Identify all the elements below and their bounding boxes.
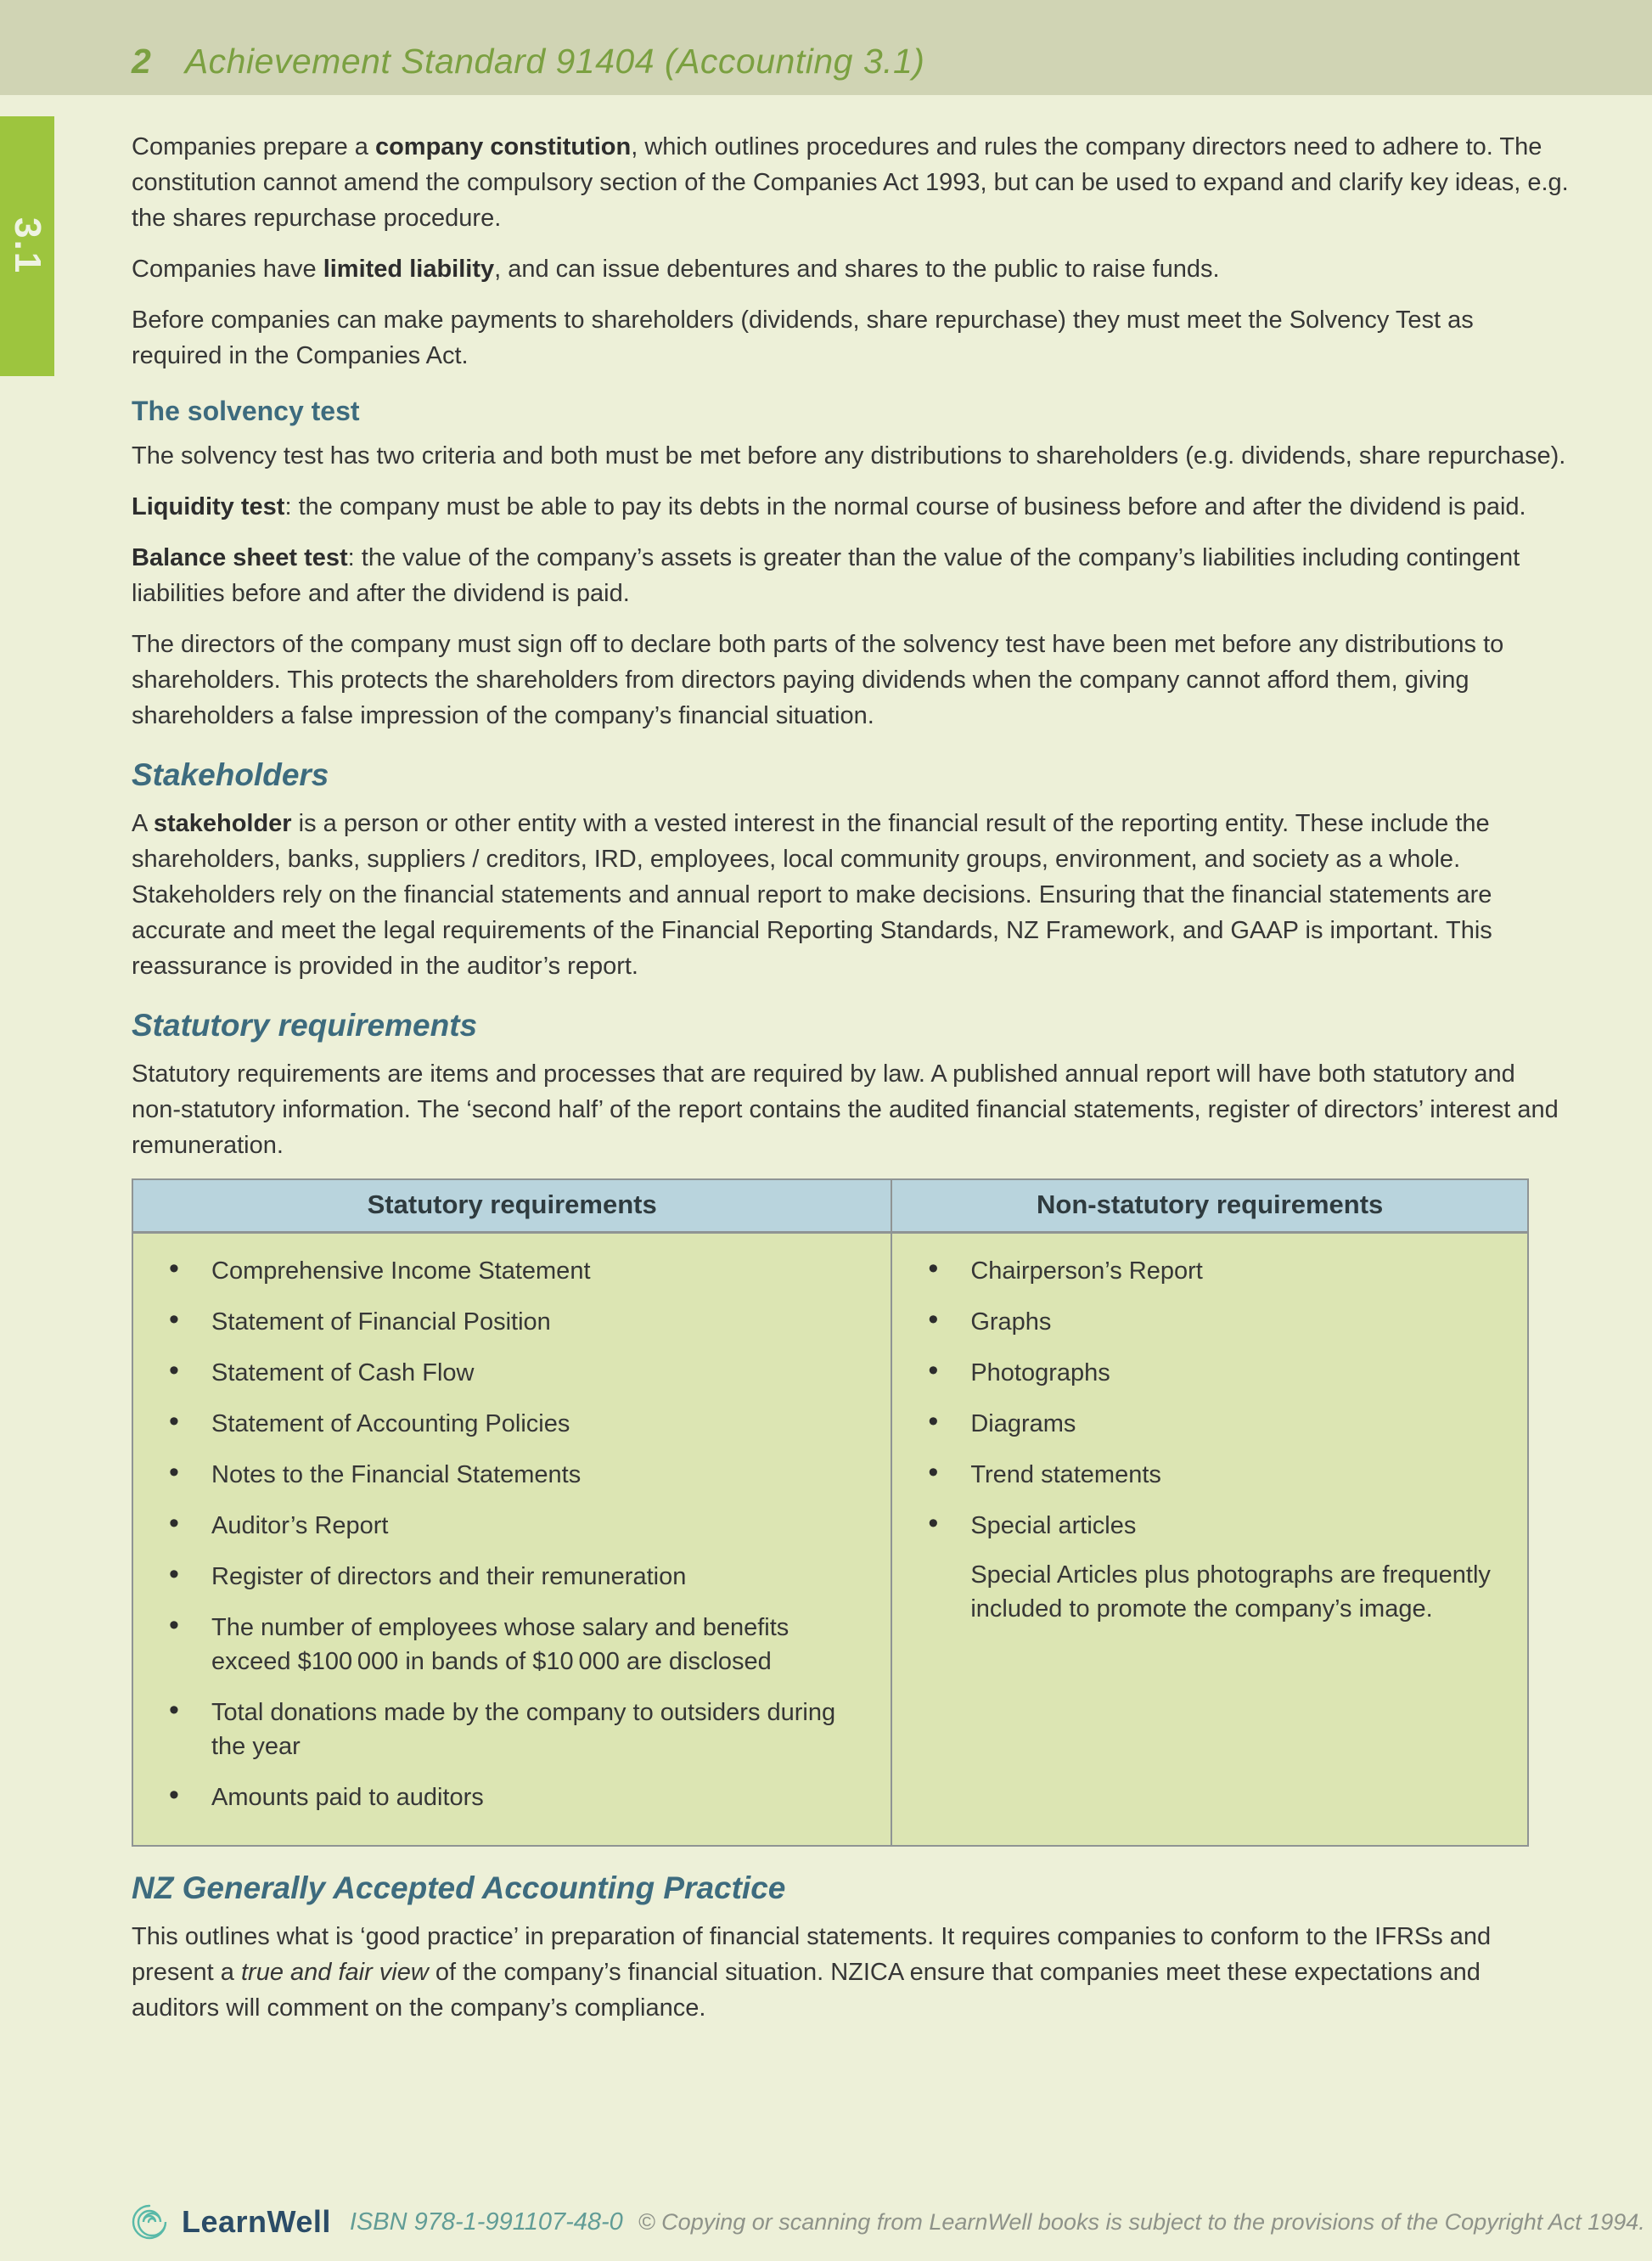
heading-solvency-test: The solvency test (132, 396, 360, 426)
isbn-text: ISBN 978-1-991107-48-0 (349, 2208, 623, 2236)
list-item: • Amounts paid to auditors (166, 1780, 870, 1814)
column-header-non-statutory: Non-statutory requirements (891, 1179, 1528, 1233)
paragraph-stakeholders: A stakeholder is a person or other entity with a vested interest in the financial result of the reporting entity. These include the shareholders, banks, suppliers / creditors, IRD, employees, local community groups, environment, and society as a whole. Stakeholders rely on the financial statements and annual report to make decisions. Ensuring that the financial statements are accurate and meet the legal requirements of the Financial Reporting Standards, NZ Framework, and GAAP is important. This reassurance is provided in the auditor’s report. (132, 810, 1492, 980)
paragraph-statutory-requirements: Statutory requirements are items and processes that are required by law. A published annual report will have both statutory and non-statutory information. The ‘second half’ of the report contains the audited financial statements, register of directors’ interest and remuneration. (132, 1060, 1559, 1159)
paragraph-directors-sign-off: The directors of the company must sign off to declare both parts of the solvency test have been met before any distributions to shareholders. This protects the shareholders from directors paying dividends when the company cannot afford them, giving shareholders a false impression of the company’s financial situation. (132, 631, 1504, 729)
chapter-side-tab-label: 3.1 (7, 217, 48, 275)
list-item: • Chairperson’s Report (924, 1254, 1507, 1288)
statutory-list (166, 1254, 870, 1814)
list-item: • Statement of Cash Flow (166, 1356, 870, 1390)
learnwell-brand: LearnWell (182, 2204, 331, 2239)
list-item: • Trend statements (924, 1458, 1507, 1492)
page-footer (129, 2202, 1645, 2242)
paragraph-solvency-intro: Before companies can make payments to shareholders (dividends, share repurchase) they must meet the Solvency Test as required in the Companies Act. (132, 307, 1474, 369)
list-item: • Photographs (924, 1356, 1507, 1390)
heading-stakeholders: Stakeholders (132, 757, 329, 792)
list-item: • Statement of Accounting Policies (166, 1407, 870, 1441)
page-content (0, 95, 1652, 2026)
header-band (0, 0, 1652, 95)
paragraph-company-constitution: Companies prepare a company constitution, which outlines procedures and rules the company directors need to adhere to. The constitution cannot amend the compulsory section of the Companies Act 1993, but can be used to expand and clarify key ideas, e.g. the shares repurchase procedure. (132, 133, 1569, 232)
paragraph-nz-gaap: This outlines what is ‘good practice’ in preparation of financial statements. It requires companies to conform to the IFRSs and present a true and fair view of the company’s financial situation. NZICA ensure that companies meet these expectations and auditors will comment on the company’s compliance. (132, 1923, 1492, 2022)
list-item: • The number of employees whose salary and benefits exceed $100 000 in bands of $10 000 are disclosed (166, 1611, 870, 1679)
page-number: 2 (132, 42, 151, 81)
list-item: • Statement of Financial Position (166, 1305, 870, 1339)
statutory-cell (132, 1233, 891, 1847)
paragraph-balance-sheet-test: Balance sheet test: the value of the company’s assets is greater than the value of the company’s liabilities including contingent liabilities before and after the dividend is paid. (132, 544, 1520, 607)
paragraph-solvency-criteria: The solvency test has two criteria and both must be met before any distributions to shareholders (e.g. dividends, share repurchase). (132, 442, 1566, 470)
requirements-table-body-row (132, 1233, 1528, 1847)
list-item: • Graphs (924, 1305, 1507, 1339)
list-item: • Diagrams (924, 1407, 1507, 1441)
chapter-side-tab (0, 116, 54, 376)
list-item: • Special articles (924, 1509, 1507, 1543)
heading-nz-gaap: NZ Generally Accepted Accounting Practice (132, 1870, 786, 1905)
page-title: Achievement Standard 91404 (Accounting 3.1) (184, 42, 925, 81)
special-articles-note: Special Articles plus photographs are frequently included to promote the company’s image. (970, 1561, 1491, 1623)
copyright-text: © Copying or scanning from LearnWell books is subject to the provisions of the Copyright Act 1994. (638, 2208, 1645, 2235)
heading-statutory-requirements: Statutory requirements (132, 1008, 478, 1043)
requirements-table (132, 1178, 1529, 1847)
column-header-statutory: Statutory requirements (132, 1179, 891, 1233)
learnwell-spiral-logo-icon (129, 2202, 170, 2242)
paragraph-limited-liability: Companies have limited liability, and can issue debentures and shares to the public to raise funds. (132, 256, 1220, 283)
paragraph-liquidity-test: Liquidity test: the company must be able to pay its debts in the normal course of business before and after the dividend is paid. (132, 493, 1526, 520)
list-item: • Register of directors and their remuneration (166, 1560, 870, 1594)
list-item: • Notes to the Financial Statements (166, 1458, 870, 1492)
requirements-table-header-row (132, 1179, 1528, 1233)
list-item: • Auditor’s Report (166, 1509, 870, 1543)
non-statutory-cell (891, 1233, 1528, 1847)
non-statutory-list (924, 1254, 1507, 1543)
list-item: • Comprehensive Income Statement (166, 1254, 870, 1288)
list-item: • Total donations made by the company to outsiders during the year (166, 1696, 870, 1763)
